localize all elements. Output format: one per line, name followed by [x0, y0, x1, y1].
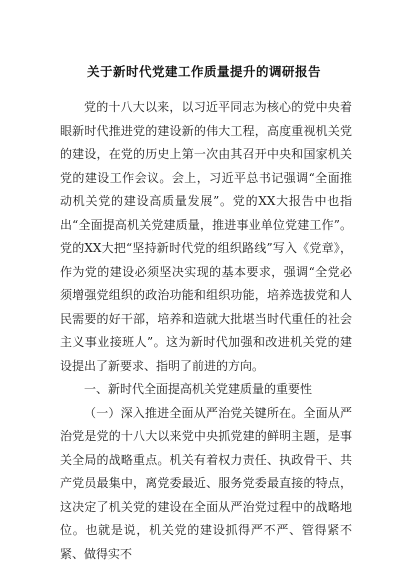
document-body: [60, 96, 352, 566]
document-title: 关于新时代党建工作质量提升的调研报告: [86, 64, 321, 79]
paragraph-intro: 党的十八大以来，以习近平同志为核心的党中央着眼新时代推进党的建设新的伟大工程，高度重视机关党的建设，在党的历史上第一次由其召开中央和国家机关党的建设工作会议。会上，习近平总书记强调“全面推动机关党的建设高质量发展”。党的XX大报告中也指出“全面提高机关党建质量，推进事业单位党建工作”。党的XX大把“坚持新时代党的组织路线”写入《党章》，作为党的建设必须坚决实现的基本要求，强调“全党必须增强党组织的政治功能和组织功能，培养选拔党和人民需要的好干部，培养和造就大批堪当时代重任的社会主义事业接班人”。这为新时代加强和改进机关党的建设提出了新要求、指明了前进的方向。: [60, 100, 352, 373]
paragraph-subsection-1: （一）深入推进全面从严治党关键所在。全面从严治党是党的十八大以来党中央抓党建的鲜明主题，是事关全局的战略重点。机关有着权力责任、执政骨干、共产党员最集中，离党委最近、服务党委最直接的特点，这决定了机关党的建设在全面从严治党过程中的战略地位。也就是说，机关党的建设抓得严不严、管得紧不紧、做得实不: [60, 405, 352, 561]
section-heading: 一、新时代全面提高机关党建质量的重要性: [84, 382, 313, 396]
